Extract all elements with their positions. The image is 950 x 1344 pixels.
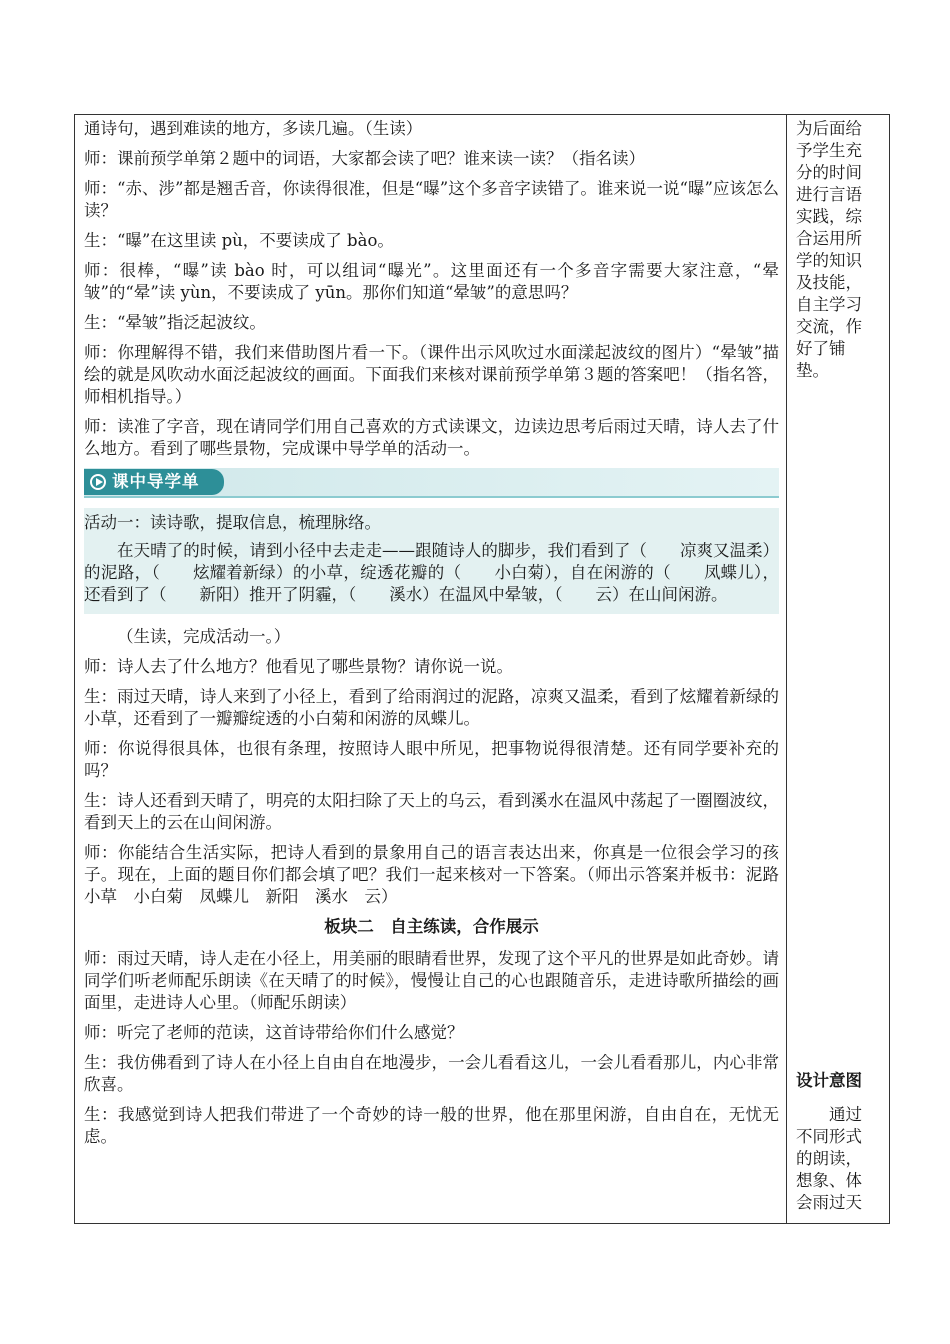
text-segment: ），自在闲游的（: [544, 563, 672, 582]
answer-blank: 小白菊: [494, 563, 544, 582]
paragraph: 通诗句，遇到难读的地方，多读几遍。（生读）: [84, 119, 423, 138]
answer-blank: 新阳: [199, 585, 233, 604]
paragraph: 师：“赤、涉”都是翘舌音，你读得很准，但是“曝”这个多音字读错了。谁来说一说“曝”应该怎么读？: [84, 179, 779, 220]
banner-tag: [84, 469, 224, 495]
text-segment: ）在温风中晕皱，（: [422, 585, 563, 604]
paragraph: 师：你理解得不错，我们来借助图片看一下。（课件出示风吹过水面漾起波纹的图片）“晕皱”描绘的就是风吹动水面泛起波纹的画面。下面我们来核对课前预学单第３题的答案吧！（指名答，师相机指导。）: [84, 343, 779, 406]
paragraph: 师：雨过天晴，诗人走在小径上，用美丽的眼睛看世界，发现了这个平凡的世界是如此奇妙。请同学们听老师配乐朗读《在天晴了的时候》，慢慢让自己的心也跟随音乐，走进诗歌所描绘的画面里，走进诗人心里。（师配乐朗读）: [84, 949, 779, 1012]
answer-blank: 凤蝶儿: [704, 563, 754, 582]
section-heading: 板块二 自主练读，合作展示: [324, 917, 539, 936]
answer-blank: 溪水: [389, 585, 423, 604]
activity-title: 活动一：读诗歌，提取信息，梳理脉络。: [84, 513, 381, 532]
paragraph: 师：诗人去了什么地方？他看见了哪些景物？请你说一说。: [84, 657, 513, 676]
answer-blank: 炫耀着新绿: [193, 563, 276, 582]
paragraph: 生：“曝”在这里读 pù，不要读成了 bào。: [84, 231, 394, 250]
design-intent-body: 通过不同形式的朗读，想象、体会雨过天: [796, 1105, 862, 1212]
paragraph: 师：很棒，“曝”读 bào 时，可以组词“曝光”。这里面还有一个多音字需要大家注意，“晕皱”的“晕”读 yùn，不要读成了 yūn。那你们知道“晕皱”的意思吗？: [84, 261, 779, 302]
paragraph: 生：雨过天晴，诗人来到了小径上，看到了给雨润过的泥路，凉爽又温柔，看到了炫耀着新绿的小草，还看到了一瓣瓣绽透的小白菊和闲游的凤蝶儿。: [84, 687, 779, 728]
activity-text: [84, 540, 779, 606]
paragraph: 生：我感觉到诗人把我们带进了一个奇妙的诗一般的世界，他在那里闲游，自由自在，无忧无虑。: [84, 1105, 779, 1146]
banner-label: 课中导学单: [112, 472, 200, 491]
side-note-bottom: [796, 1070, 878, 1214]
paragraph: 生：我仿佛看到了诗人在小径上自由自在地漫步，一会儿看看这儿，一会儿看看那儿，内心非常欣喜。: [84, 1053, 779, 1094]
paragraph: 师：你说得很具体，也很有条理，按照诗人眼中所见，把事物说得很清楚。还有同学要补充的吗？: [84, 739, 779, 780]
column-divider: [786, 114, 787, 1224]
activity-box: [84, 508, 779, 614]
text-segment: ）的泥路，（: [84, 541, 779, 582]
paragraph: 师：你能结合生活实际，把诗人看到的景象用自己的语言表达出来，你真是一位很会学习的孩子。现在，上面的题目你们都会填了吧？我们一起来核对一下答案。（师出示答案并板书：泥路 小草 小白菊 凤蝶儿 新阳 溪水 云）: [84, 843, 796, 906]
answer-blank: 云: [595, 585, 612, 604]
section-banner: [84, 468, 779, 498]
text-segment: ）推开了阴霾，（: [232, 585, 357, 604]
main-column: [84, 118, 796, 1156]
paragraph: 师：读准了字音，现在请同学们用自己喜欢的方式读课文，边读边思考后雨过天晴，诗人去了什么地方。看到了哪些景物，完成课中导学单的活动一。: [84, 417, 779, 458]
side-note-top: 为后面给予学生充分的时间进行言语实践，综合运用所学的知识及技能，自主学习交流，作好了铺垫。: [796, 119, 862, 380]
play-circle-icon: [90, 474, 106, 490]
paragraph: 师：听完了老师的范读，这首诗带给你们什么感觉？: [84, 1023, 464, 1042]
paragraph: （生读，完成活动一。）: [117, 627, 291, 646]
text-segment: ），还看到了（: [84, 563, 780, 604]
answer-blank: 凉爽又温柔: [679, 541, 763, 560]
text-segment: 在天晴了的时候，请到小径中去走走——跟随诗人的脚步，我们看到了（: [117, 541, 647, 560]
paragraph: 生：诗人还看到天晴了，明亮的太阳扫除了天上的乌云，看到溪水在温风中荡起了一圈圈波纹，看到天上的云在山间闲游。: [84, 791, 779, 832]
text-segment: ）的小草，绽透花瓣的（: [275, 563, 462, 582]
design-intent-title: 设计意图: [796, 1071, 862, 1090]
text-segment: ）在山间闲游。: [612, 585, 728, 604]
paragraph: 师：课前预学单第２题中的词语，大家都会读了吧？谁来读一读？（指名读）: [84, 149, 645, 168]
paragraph: 生：“晕皱”指泛起波纹。: [84, 313, 266, 332]
